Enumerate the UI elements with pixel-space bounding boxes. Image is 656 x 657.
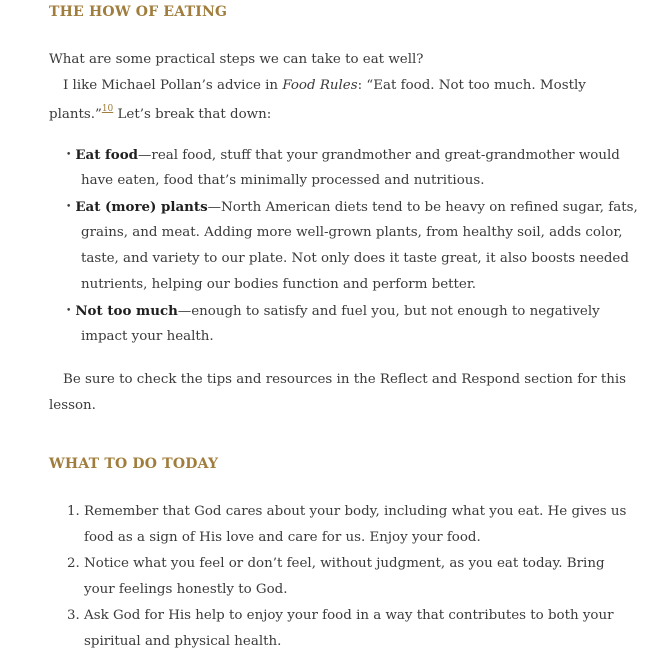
bullet-text: —North American diets tend to be heavy on refined sugar, fats, [207,200,638,215]
book-title: Food Rules [282,78,358,93]
section-heading-how-of-eating: THE HOW OF EATING [49,4,228,20]
closing-line-2: lesson. [49,398,96,413]
bullet-dot: • [66,202,72,212]
bullet-text-continued: have eaten, food that’s minimally processed and nutritious. [81,173,485,188]
section-heading-what-to-do-today: WHAT TO DO TODAY [49,456,219,472]
intro-pre: I like Michael Pollan’s advice in [63,78,283,93]
bullet-text: —real food, stuff that your grandmother and great-grandmother would [138,148,620,163]
bullet-term: Eat (more) plants [75,199,208,215]
item-text: Remember that God cares about your body, including what you eat. He gives us [84,504,627,519]
bullet-item-not-too-much [66,303,600,319]
numbered-item-continued: food as a sign of His love and care for us. Enjoy your food. [84,530,481,545]
item-text: Notice what you feel or don’t feel, without judgment, as you eat today. Bring [84,556,605,571]
intro-after-footnote: Let’s break that down: [113,107,272,122]
intro-post: : “Eat food. Not too much. Mostly [357,78,586,93]
bullet-item-eat-more-plants [66,199,638,215]
question-text: What are some practical steps we can take to eat well? [49,52,424,67]
bullet-text-continued: grains, and meat. Adding more well-grown plants, from healthy soil, adds color, [81,225,623,240]
bullet-dot: • [66,306,72,316]
intro-line2-text: plants.” [49,107,102,122]
footnote-link[interactable]: 10 [101,104,114,114]
intro-line-2 [49,104,271,122]
closing-line-1: Be sure to check the tips and resources in the Reflect and Respond section for this [63,372,627,387]
bullet-text-continued: nutrients, helping our bodies function and perform better. [81,277,477,292]
bullet-dot: • [66,150,72,160]
bullet-term: Not too much [75,303,178,319]
item-number: 3. [67,608,80,623]
item-number: 1. [67,504,80,519]
bullet-text-continued: taste, and variety to our plate. Not only does it taste great, it also boosts needed [81,251,629,266]
numbered-item-3 [67,608,614,623]
numbered-item-2 [67,556,605,571]
item-number: 2. [67,556,80,571]
bullet-text: —enough to satisfy and fuel you, but not enough to negatively [177,304,600,319]
numbered-item-1 [67,504,626,519]
bullet-term: Eat food [75,147,139,163]
numbered-item-continued: your feelings honestly to God. [84,582,288,597]
bullet-item-eat-food [66,147,620,163]
numbered-item-continued: spiritual and physical health. [84,634,282,649]
bullet-text-continued: impact your health. [81,329,214,344]
intro-line-1 [63,78,586,93]
item-text: Ask God for His help to enjoy your food in a way that contributes to both your [84,608,614,623]
